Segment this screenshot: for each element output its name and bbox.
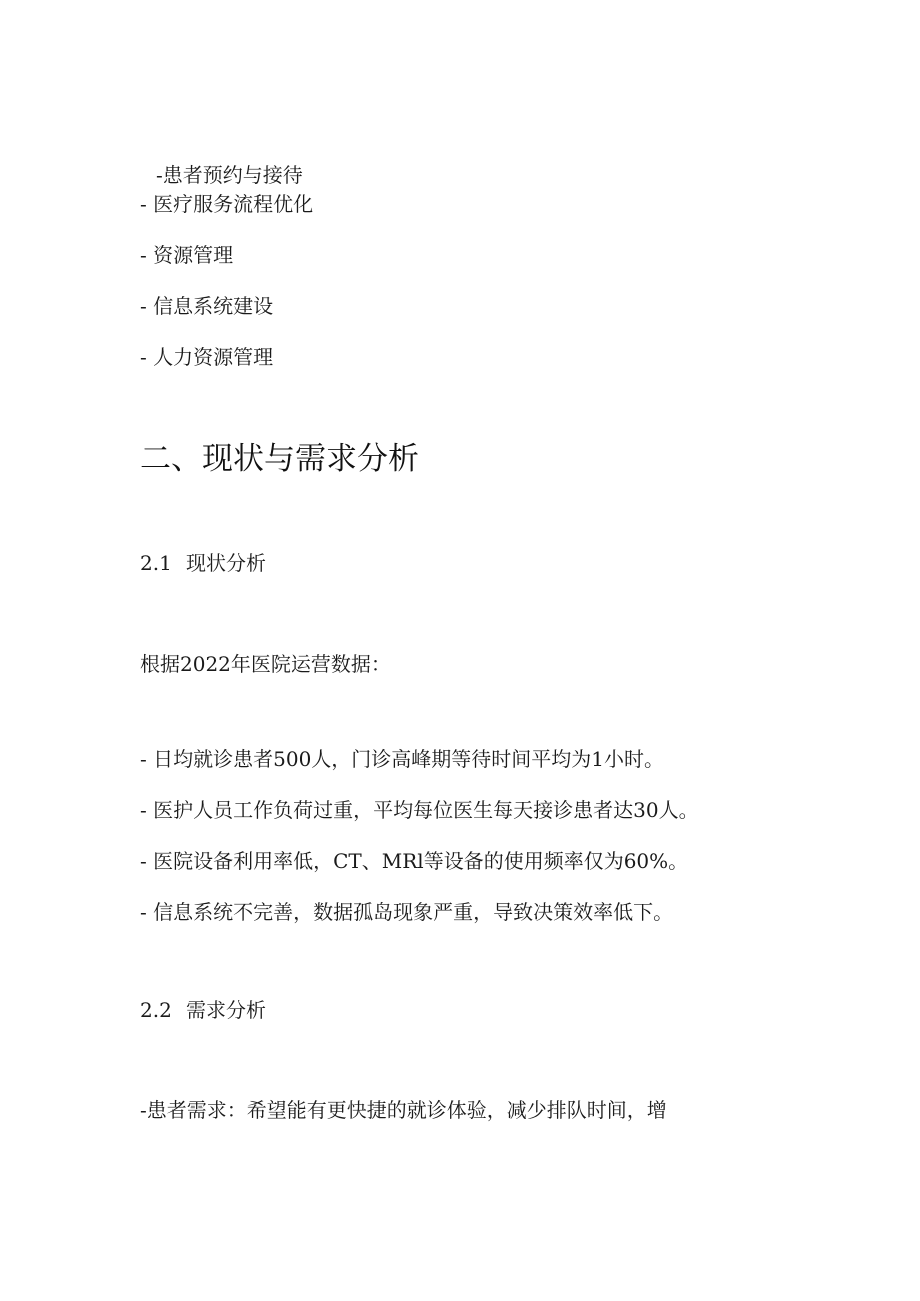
section-2-2-title: 需求分析: [186, 998, 266, 1022]
scope-item-process-optimization: - 医疗服务流程优化: [140, 192, 314, 216]
section-2-2-heading: [140, 997, 266, 1023]
section-2-heading: 二、现状与需求分析: [140, 441, 419, 477]
section-2-1-heading: [140, 550, 266, 576]
status-bullet-equipment-usage: - 医院设备利用率低，CT、MRl等设备的使用频率仅为60%。: [140, 849, 689, 873]
section-2-1-title: 现状分析: [186, 551, 266, 575]
scope-item-human-resources: - 人力资源管理: [140, 345, 274, 369]
scope-item-patient-booking: -患者预约与接待: [156, 163, 303, 187]
scope-item-information-system: - 信息系统建设: [140, 294, 274, 318]
status-bullet-information-system: - 信息系统不完善，数据孤岛现象严重，导致决策效率低下。: [140, 900, 674, 924]
scope-item-resource-management: - 资源管理: [140, 243, 234, 267]
status-bullet-patient-volume: - 日均就诊患者500人，门诊高峰期等待时间平均为1小时。: [140, 747, 665, 771]
section-2-1-intro: 根据2022年医院运营数据：: [140, 652, 391, 676]
section-2-1-number: 2.1: [140, 551, 172, 575]
status-bullet-staff-workload: - 医护人员工作负荷过重，平均每位医生每天接诊患者达30人。: [140, 798, 699, 822]
demand-bullet-patient-needs: -患者需求：希望能有更快捷的就诊体验，减少排队时间，增: [140, 1098, 667, 1122]
section-2-2-number: 2.2: [140, 998, 172, 1022]
